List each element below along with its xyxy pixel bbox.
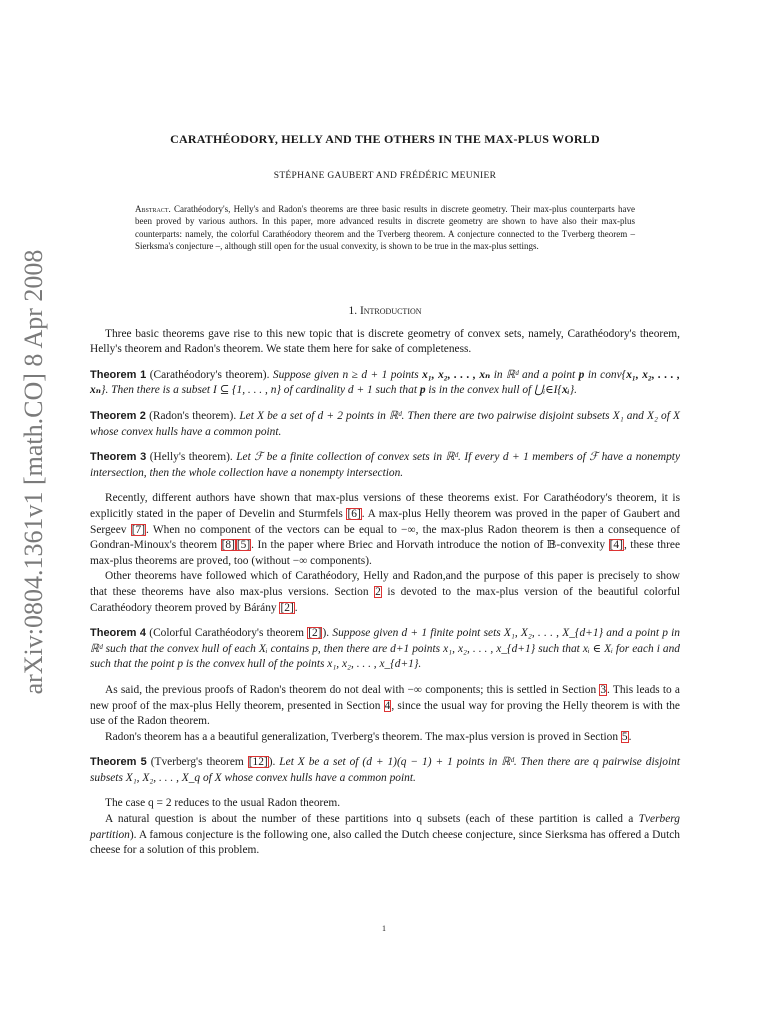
paragraph-purpose: [90, 569, 680, 616]
section-name: Introduction: [359, 304, 422, 317]
page-number: 1: [382, 924, 386, 933]
theorem-1-point: p: [578, 368, 585, 381]
citation-link[interactable]: [12]: [248, 756, 268, 769]
paragraph-text: . When no component of the vectors can be equal to −∞, the max-plus Radon theorem is then a consequence of Gondran-Minoux's theorem: [90, 523, 680, 552]
theorem-1-text: }. Then there is a subset I ⊆ {1, . . . , n} of cardinality d + 1 such that: [100, 384, 420, 397]
theorem-1-note: (Carathéodory's theorem).: [149, 368, 270, 381]
paragraph-case-q2: The case q = 2 reduces to the usual Radon theorem.: [105, 797, 341, 810]
paragraph-recent-work: [90, 491, 680, 569]
arxiv-stamp-text: arXiv:0804.1361v1 [math.CO] 8 Apr 2008: [19, 249, 48, 695]
citation-link[interactable]: [6]: [347, 507, 361, 520]
paragraph-text: Radon's theorem has a a beautiful generalization, Tverberg's theorem. The max-plus version is proved in Section: [105, 730, 621, 743]
paragraph-text: .: [294, 601, 298, 614]
intro-paragraph: Three basic theorems gave rise to this new topic that is discrete geometry of convex sets, namely, Carathéodory's theorem, Helly's theorem and Radon's theorem. We state them here for sake of completeness.: [90, 327, 680, 356]
theorem-1-text: is in the convex hull of ⋃ᵢ∈I{: [425, 384, 562, 397]
theorem-3-note: (Helly's theorem).: [149, 451, 233, 464]
paragraph-text: As said, the previous proofs of Radon's theorem do not deal with −∞ components; this is settled in Section: [105, 683, 600, 696]
paragraph-text: , since the usual way for proving the Helly theorem is with the use of the Radon theorem.: [90, 699, 680, 728]
paragraph-text: . A max-plus Helly theorem was proved in the paper of Gaubert and Sergeev: [90, 507, 680, 536]
theorem-1-text: }.: [569, 384, 578, 397]
paper-page: [90, 132, 680, 859]
theorem-2: [90, 409, 680, 440]
section-number: 1.: [348, 304, 358, 317]
citation-link[interactable]: [4]: [609, 539, 623, 552]
theorem-1-points: x₁, x₂, . . . , xₙ: [422, 368, 491, 381]
theorem-4-body: Suppose given d + 1 finite point sets X₁, X₂, . . . , X_{d+1} and a point p in ℝᵈ such that the convex hull of each Xᵢ contains p, then there are d+1 points x₁, x₂, . . . , x_{d+1} such that xᵢ ∈ Xᵢ for each i and such that the point p is the convex hull of the points x₁, x₂, . . . , x_{d+1}.: [90, 627, 681, 671]
theorem-5-head: Theorem 5: [90, 756, 147, 769]
section-heading-introduction: [90, 305, 680, 317]
paragraph-tverberg-intro: [90, 730, 680, 746]
theorem-5-body: Let X be a set of (d + 1)(q − 1) + 1 points in ℝᵈ. Then there are q pairwise disjoint subsets X₁, X₂, . . . , X_q of X whose convex hulls have a common point.: [90, 756, 680, 784]
theorem-1-head: Theorem 1: [90, 368, 147, 381]
theorem-1-point: xᵢ: [561, 384, 570, 397]
theorem-3-body: Let ℱ be a finite collection of convex sets in ℝᵈ. If every d + 1 members of ℱ have a nonempty intersection, then the whole collection have a nonempty intersection.: [90, 451, 680, 479]
section-link[interactable]: 2: [375, 585, 381, 598]
paper-authors: STÉPHANE GAUBERT AND FRÉDÉRIC MEUNIER: [273, 171, 497, 181]
theorem-2-body: Let X be a set of d + 2 points in ℝᵈ. Then there are two pairwise disjoint subsets X₁ and X₂ of X whose convex hulls have a common point.: [90, 410, 680, 438]
section-link[interactable]: 5: [621, 730, 628, 743]
paragraph-text: .: [628, 730, 632, 743]
theorem-1-point: p: [419, 384, 426, 397]
theorem-1: [90, 368, 680, 399]
emphasis-term: Tverberg partition: [90, 813, 680, 841]
theorem-4-head: Theorem 4: [90, 627, 147, 640]
paragraph-text: , these three max-plus theorems are proved, too (without −∞ components).: [90, 539, 680, 567]
theorem-2-note: (Radon's theorem).: [149, 410, 237, 422]
paragraph-text: . In the paper where Briec and Horvath introduce the notion of 𝔹-convexity: [251, 539, 609, 552]
citation-link[interactable]: [2]: [280, 601, 294, 614]
theorem-3: [90, 450, 680, 481]
paper-title: CARATHÉODORY, HELLY AND THE OTHERS IN THE MAX-PLUS WORLD: [170, 132, 600, 146]
section-link[interactable]: 3: [600, 683, 607, 696]
arxiv-stamp: [14, 249, 54, 695]
abstract: [135, 203, 635, 253]
theorem-5-note: (Tverberg's theorem: [150, 756, 248, 769]
abstract-label: Abstract.: [135, 204, 171, 214]
theorem-1-text: in ℝᵈ and a point: [490, 368, 579, 381]
paragraph-text: A natural question is about the number of these partitions into q subsets (each of these partition is called a: [105, 813, 639, 826]
citation-link[interactable]: [7]: [131, 523, 146, 536]
theorem-3-head: Theorem 3: [90, 451, 147, 464]
section-link[interactable]: 4: [384, 699, 391, 712]
citation-link[interactable]: [8]: [221, 539, 235, 552]
theorem-1-points: x₁, x₂, . . . , xₙ: [90, 368, 680, 397]
theorem-5: [90, 755, 680, 786]
paragraph-text: is devoted to the max-plus version of the beautiful colorful Carathéodory theorem proved by Bárány: [90, 585, 680, 614]
theorem-1-text: Suppose given n ≥ d + 1 points: [272, 368, 423, 381]
citation-link[interactable]: [5]: [236, 539, 251, 552]
theorem-4: [90, 626, 680, 673]
paragraph-text: . This leads to a new proof of the max-plus Helly theorem, presented in Section: [90, 683, 680, 712]
theorem-5-note: ).: [268, 756, 276, 769]
paragraph-text: Recently, different authors have shown that max-plus versions of these theorems exist. For Carathéodory's theorem, it is explicitly stated in the paper of Develin and Sturmfels: [90, 492, 680, 520]
paragraph-natural-question: [90, 812, 680, 859]
paragraph-radon-proofs: [90, 683, 680, 730]
paragraph-text: ). A famous conjecture is the following one, also called the Dutch cheese conjecture, since Sierksma has offered a Dutch cheese for a solution of this problem.: [90, 828, 680, 857]
paragraph-text: Other theorems have followed which of Carathéodory, Helly and Radon,and the purpose of this paper is precisely to show that these theorems have also max-plus versions. Section: [90, 570, 680, 598]
abstract-text: Carathéodory's, Helly's and Radon's theorems are three basic results in discrete geometry. Their max-plus counterparts have been proved by various authors. In this paper, more advanced results in discrete geometry are shown to have also their max-plus counterparts: namely, the colorful Carathéodory theorem and the Tverberg theorem. A conjecture connected to the Tverberg theorem – Sierksma's conjecture –, although still open for the usual convexity, is shown to be true in the max-plus settings.: [135, 204, 635, 252]
theorem-1-text: in conv{: [584, 368, 627, 381]
theorem-2-head: Theorem 2: [90, 410, 146, 422]
citation-link[interactable]: [2]: [308, 627, 322, 640]
theorem-4-note: ).: [322, 627, 330, 640]
theorem-4-note: (Colorful Carathéodory's theorem: [149, 627, 308, 640]
